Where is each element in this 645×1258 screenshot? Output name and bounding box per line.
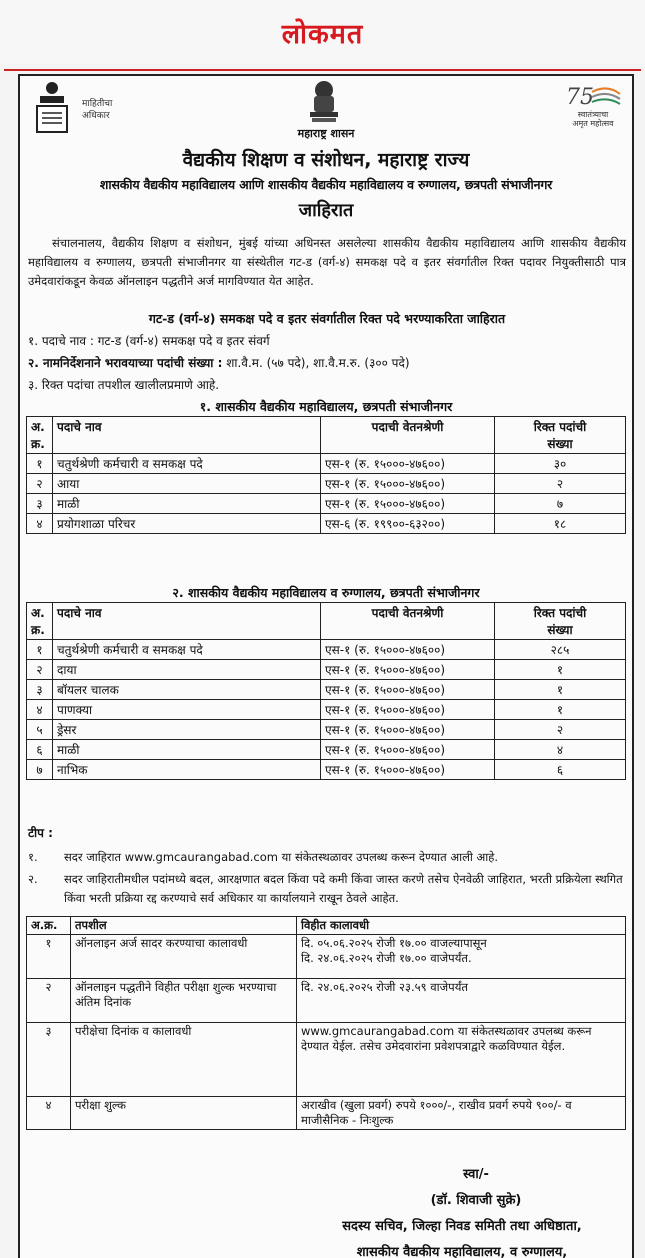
table-row: १ ऑनलाइन अर्ज सादर करण्याचा कालावधी दि. ०५.०६.२०२५ रोजी १७.०० वाजल्यापासून दि. २४.०६.२०२५ रोजी १७.०० वाजेपर्यंत. bbox=[27, 935, 626, 979]
header-post: पदाचे नाव bbox=[53, 603, 321, 640]
section-1-table bbox=[26, 416, 626, 534]
header-vacancy: रिक्त पदांची संख्या bbox=[495, 417, 626, 454]
table-header-row: अ.क्र. तपशील विहीत कालावधी bbox=[27, 917, 626, 935]
notes-heading: टीप : bbox=[28, 826, 53, 840]
table-row: ७ नाभिक एस-१ (रु. १५०००-४७६००) ६ bbox=[27, 760, 626, 780]
point-2: २. नामनिर्देशनाने भरावयाच्या पदांची संख्या : शा.वै.म. (५७ पदे), शा.वै.म.रु. (३०० पदे) bbox=[28, 356, 410, 370]
section-1-title: १. शासकीय वैद्यकीय महाविद्यालय, छत्रपती संभाजीनगर bbox=[199, 399, 453, 414]
table-row: २ ऑनलाइन पद्धतीने विहीत परीक्षा शुल्क भरण्याचा अंतिम दिनांक दि. २४.०६.२०२५ रोजी २३.५९ वाजेपर्यंत bbox=[27, 979, 626, 1023]
table-row: ४ प्रयोगशाळा परिचर एस-६ (रु. १९९००-६३२००) १८ bbox=[27, 514, 626, 534]
header-post: पदाचे नाव bbox=[53, 417, 321, 454]
advertisement bbox=[18, 74, 634, 1258]
signature-sd: स्वा/- bbox=[463, 1167, 489, 1182]
schedule-table bbox=[26, 916, 626, 1130]
advertisement-title: जाहिरात bbox=[298, 200, 354, 221]
masthead bbox=[0, 0, 645, 64]
table-row: ३ बॉयलर चालक एस-१ (रु. १५०००-४७६००) १ bbox=[27, 680, 626, 700]
table-row: ४ पाणक्या एस-१ (रु. १५०००-४७६००) १ bbox=[27, 700, 626, 720]
government-name: महाराष्ट्र शासन bbox=[297, 127, 355, 140]
newspaper-logo: लोकमत bbox=[281, 18, 364, 50]
note-1: १. सदर जाहिरात www.gmcaurangabad.com या संकेतस्थळावर उपलब्ध करून देण्यात आली आहे. bbox=[28, 850, 499, 864]
header-pay: पदाची वेतनश्रेणी bbox=[321, 603, 495, 640]
table-row: ६ माळी एस-१ (रु. १५०००-४७६००) ४ bbox=[27, 740, 626, 760]
table-row: १ चतुर्थश्रेणी कर्मचारी व समकक्ष पदे एस-१ (रु. १५०००-४७६००) ३० bbox=[27, 454, 626, 474]
azadi-label: स्वातंत्र्याचा अमृत महोत्सव bbox=[572, 110, 614, 128]
section-2-table bbox=[26, 602, 626, 780]
table-row: १ चतुर्थश्रेणी कर्मचारी व समकक्ष पदे एस-१ (रु. १५०००-४७६००) २८५ bbox=[27, 640, 626, 660]
header-serial: अ. क्र. bbox=[27, 603, 53, 640]
department-name: वैद्यकीय शिक्षण व संशोधन, महाराष्ट्र राज्य bbox=[182, 149, 470, 171]
svg-text:75: 75 bbox=[566, 85, 594, 110]
national-emblem-icon bbox=[302, 78, 346, 128]
header-vacancy: रिक्त पदांची संख्या bbox=[495, 603, 626, 640]
table-row: ३ माळी एस-१ (रु. १५०००-४७६००) ७ bbox=[27, 494, 626, 514]
table-row: २ आया एस-१ (रु. १५०००-४७६००) २ bbox=[27, 474, 626, 494]
header-serial: अ. क्र. bbox=[27, 417, 53, 454]
table-header-row bbox=[27, 417, 626, 454]
section-2-title: २. शासकीय वैद्यकीय महाविद्यालय व रुग्णालय, छत्रपती संभाजीनगर bbox=[172, 585, 480, 600]
header-pay: पदाची वेतनश्रेणी bbox=[321, 417, 495, 454]
point-3: ३. रिक्त पदांचा तपशील खालीलप्रमाणे आहे. bbox=[28, 378, 220, 392]
point-1: १. पदाचे नाव : गट-ड (वर्ग-४) समकक्ष पदे व इतर संवर्ग bbox=[28, 334, 270, 348]
signatory-name: (डॉ. शिवाजी सुक्रे) bbox=[430, 1193, 522, 1208]
signatory-office: शासकीय वैद्यकीय महाविद्यालय, व रुग्णालय, bbox=[356, 1245, 568, 1258]
table-header-row bbox=[27, 603, 626, 640]
intro-paragraph: संचालनालय, वैद्यकीय शिक्षण व संशोधन, मुंबई यांच्या अधिनस्त असलेल्या शासकीय वैद्यकीय महाविद्यालय आणि शासकीय वैद्यकीय महाविद्यालय व रुग्णालय, छत्रपती संभाजीनगर या संस्थेतील गट-ड (वर्ग-४) समकक्ष पदे व इतर संवर्गातील रिक्त पदावर नियुक्तीसाठी पात्र उमेदवारांकडून केवळ ऑनलाइन पद्धतीने अर्ज मागविण्यात येत आहेत. bbox=[28, 236, 626, 288]
table-row: २ दाया एस-१ (रु. १५०००-४७६००) १ bbox=[27, 660, 626, 680]
subtitle: गट-ड (वर्ग-४) समकक्ष पदे व इतर संवर्गातील रिक्त पदे भरण्याकरिता जाहिरात bbox=[148, 311, 506, 326]
signatory-designation: सदस्य सचिव, जिल्हा निवड समिती तथा अधिष्ठाता, bbox=[342, 1219, 582, 1234]
note-2: २. सदर जाहिरातीमधील पदांमध्ये बदल, आरक्षणात बदल किंवा पदे कमी किंवा जास्त करणे तसेच ऐनवेळी जाहिरात, भरती प्रक्रियेला स्थगित किंवा भरती प्रक्रिया रद्द करण्याचे सर्व अधिकार या कार्यालयाने राखून ठेवले आहेत. bbox=[28, 872, 623, 905]
institution-name: शासकीय वैद्यकीय महाविद्यालय आणि शासकीय वैद्यकीय महाविद्यालय व रुग्णालय, छत्रपती संभाजीनगर bbox=[99, 177, 553, 192]
rti-label: माहितीचा अधिकार bbox=[82, 99, 113, 121]
table-row: ५ ड्रेसर एस-१ (रु. १५०००-४७६००) २ bbox=[27, 720, 626, 740]
table-row: ४ परीक्षा शुल्क अराखीव (खुला प्रवर्ग) रुपये १०००/-, राखीव प्रवर्ग रुपये ९००/- व माजीसैनिक - निःशुल्क bbox=[27, 1097, 626, 1130]
masthead-rule bbox=[4, 69, 641, 71]
table-row: ३ परीक्षेचा दिनांक व कालावधी www.gmcaurangabad.com या संकेतस्थळावर उपलब्ध करून देण्यात येईल. तसेच उमेदवारांना प्रवेशपत्राद्वारे कळविण्यात येईल. bbox=[27, 1023, 626, 1097]
